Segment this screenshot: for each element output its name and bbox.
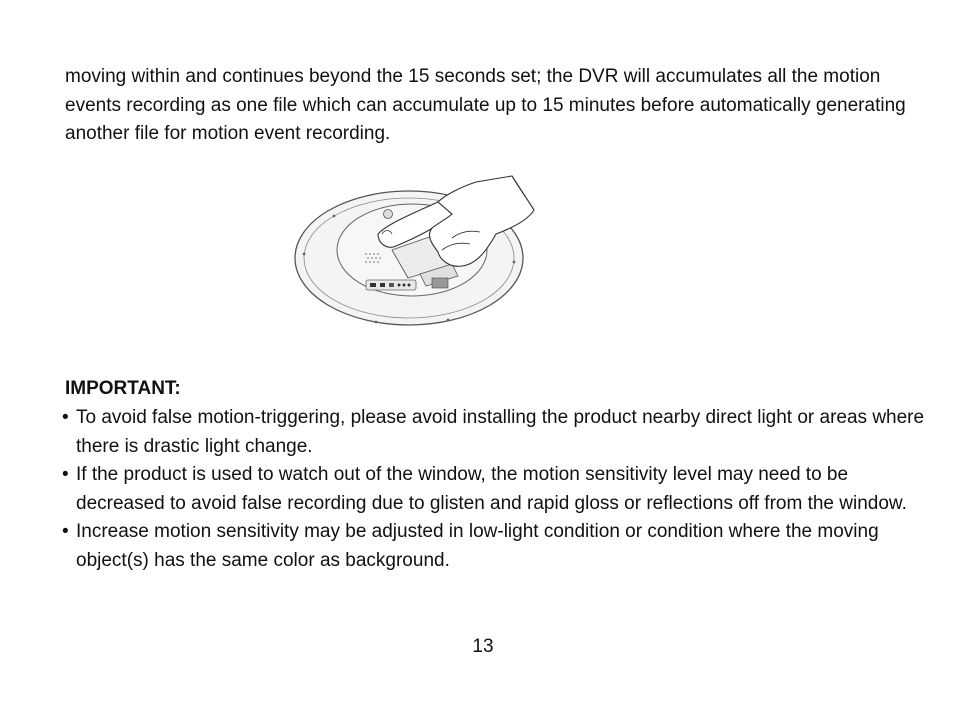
list-item-text: If the product is used to watch out of the window, the motion sensitivity level may need to be decreased to avoid false recording due to glisten and rapid gloss or reflections off from the window.: [76, 464, 907, 514]
list-item-text: Increase motion sensitivity may be adjusted in low-light condition or condition where the moving object(s) has the same color as background.: [76, 521, 879, 571]
list-item: [62, 518, 932, 575]
list-item: [62, 461, 932, 518]
important-heading: IMPORTANT:: [65, 378, 181, 399]
list-item: [62, 404, 932, 461]
device-illustration: [292, 172, 542, 332]
bullet-icon: •: [62, 464, 69, 485]
page-number: 13: [472, 636, 494, 657]
bullet-icon: •: [62, 407, 69, 428]
important-bullet-list: [62, 404, 932, 575]
hand-pressing-device-button-illustration: [292, 172, 542, 332]
list-item-text: To avoid false motion-triggering, please avoid installing the product nearby direct light or areas where there is drastic light change.: [76, 407, 925, 457]
bullet-icon: •: [62, 521, 69, 542]
intro-paragraph: moving within and continues beyond the 15 seconds set; the DVR will accumulates all the motion events recording as one file which can accumulate up to 15 minutes before automatically generating another file for motion event recording.: [65, 66, 906, 144]
